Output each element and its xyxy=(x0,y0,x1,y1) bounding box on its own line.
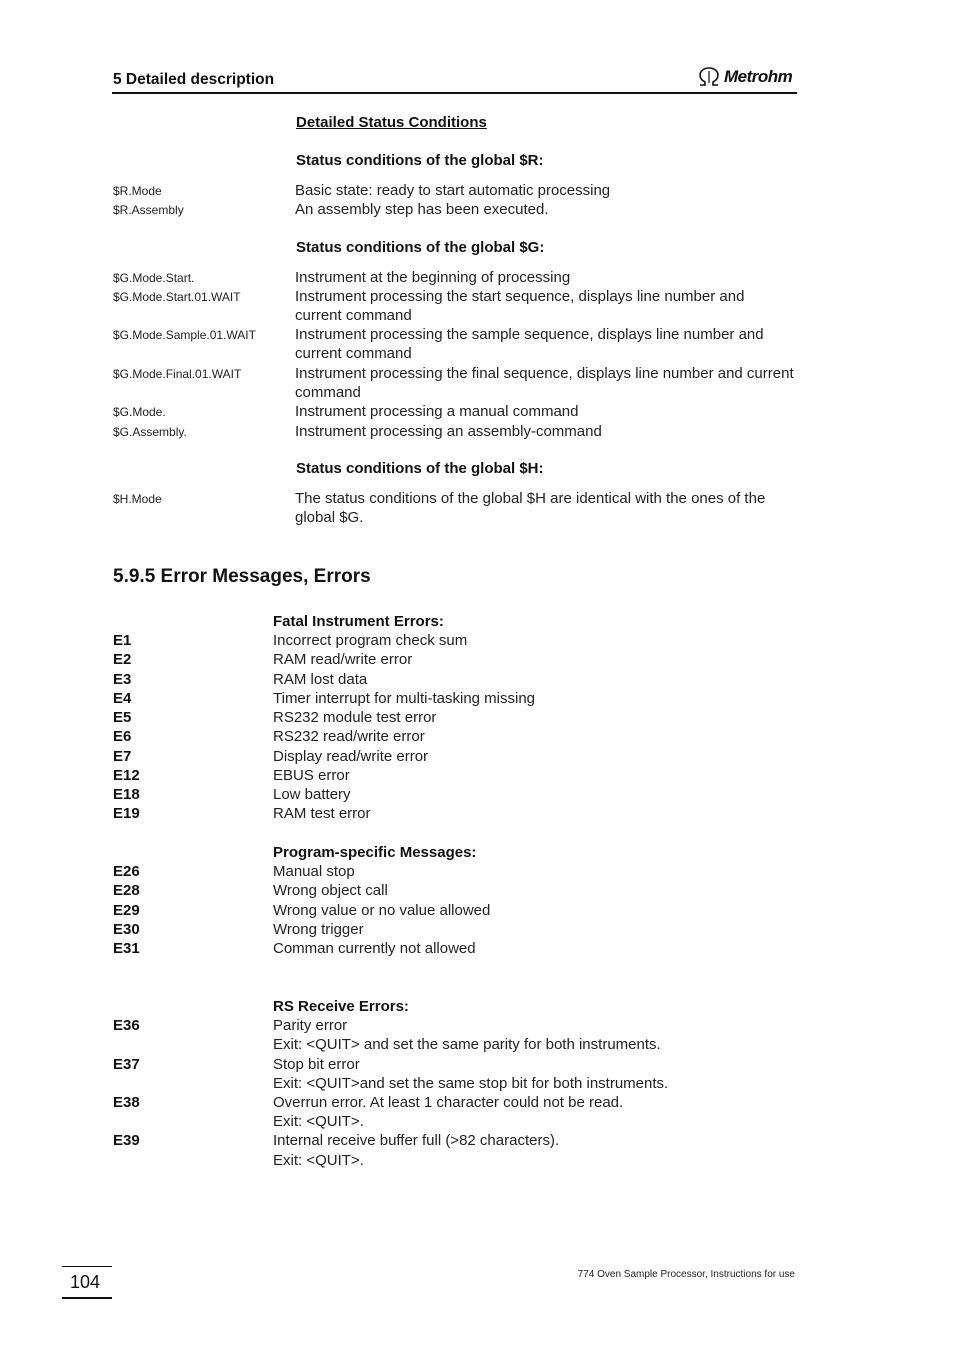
page-number: 104 xyxy=(70,1272,101,1292)
status-key: $R.Mode xyxy=(113,184,162,198)
status-desc: Instrument processing an assembly-command xyxy=(295,423,602,440)
status-key: $R.Assembly xyxy=(113,203,184,217)
error-text: Incorrect program check sum xyxy=(273,632,468,649)
error-code: E3 xyxy=(113,671,132,688)
error-exit-text: Exit: <QUIT>and set the same stop bit for both instruments. xyxy=(273,1075,669,1092)
error-text: Stop bit error xyxy=(273,1056,360,1073)
status-desc: Instrument processing the final sequence, displays line number and current command xyxy=(295,365,794,402)
error-text: RAM read/write error xyxy=(273,651,413,668)
error-text: Overrun error. At least 1 character could not be read. xyxy=(273,1094,624,1111)
error-code: E37 xyxy=(113,1056,140,1073)
error-code: E7 xyxy=(113,748,132,765)
error-code: E31 xyxy=(113,940,140,957)
error-code: E4 xyxy=(113,690,132,707)
error-text: Wrong object call xyxy=(273,882,388,899)
error-text: Parity error xyxy=(273,1017,348,1034)
page-number-box xyxy=(62,1266,112,1299)
error-code: E5 xyxy=(113,709,132,726)
metrohm-logo xyxy=(697,66,792,88)
error-text: Internal receive buffer full (>82 characters). xyxy=(273,1132,560,1149)
header-rule xyxy=(112,92,797,94)
status-key: $G.Mode. xyxy=(113,405,166,419)
status-group-heading: Status conditions of the global $R: xyxy=(296,152,544,169)
status-key: $G.Assembly. xyxy=(113,425,187,439)
error-text: RAM lost data xyxy=(273,671,368,688)
logo-wordmark: Metrohm xyxy=(724,67,793,86)
error-text: Wrong trigger xyxy=(273,921,364,938)
error-text: Comman currently not allowed xyxy=(273,940,476,957)
error-code: E38 xyxy=(113,1094,140,1111)
error-code: E39 xyxy=(113,1132,140,1149)
status-desc: Instrument processing a manual command xyxy=(295,403,579,420)
status-key: $G.Mode.Start. xyxy=(113,271,195,285)
error-code: E29 xyxy=(113,902,140,919)
status-desc: An assembly step has been executed. xyxy=(295,201,549,218)
status-key: $G.Mode.Final.01.WAIT xyxy=(113,367,242,381)
error-text: EBUS error xyxy=(273,767,350,784)
error-code: E6 xyxy=(113,728,132,745)
error-code: E12 xyxy=(113,767,140,784)
status-desc: The status conditions of the global $H are identical with the ones of the global $G. xyxy=(295,490,766,527)
status-desc: Instrument processing the sample sequence, displays line number and current command xyxy=(295,326,764,363)
error-exit-text: Exit: <QUIT>. xyxy=(273,1113,364,1130)
status-key: $G.Mode.Start.01.WAIT xyxy=(113,290,241,304)
error-group-heading: Program-specific Messages: xyxy=(273,844,477,861)
error-text: Manual stop xyxy=(273,863,355,880)
error-group-heading: Fatal Instrument Errors: xyxy=(273,613,444,630)
error-text: RS232 module test error xyxy=(273,709,437,726)
error-code: E26 xyxy=(113,863,140,880)
error-code: E18 xyxy=(113,786,140,803)
error-code: E36 xyxy=(113,1017,140,1034)
status-conditions-title: Detailed Status Conditions xyxy=(296,114,487,131)
status-group-heading: Status conditions of the global $H: xyxy=(296,460,544,477)
error-code: E28 xyxy=(113,882,140,899)
error-code: E19 xyxy=(113,805,140,822)
running-header: 5 Detailed description xyxy=(113,71,275,88)
status-group-heading: Status conditions of the global $G: xyxy=(296,239,545,256)
status-key: $G.Mode.Sample.01.WAIT xyxy=(113,328,256,342)
footer-doc-title: 774 Oven Sample Processor, Instructions for use xyxy=(577,1269,795,1280)
metrohm-omega-icon xyxy=(697,67,721,87)
error-text: Timer interrupt for multi-tasking missing xyxy=(273,690,536,707)
error-text: RS232 read/write error xyxy=(273,728,425,745)
status-desc: Instrument at the beginning of processing xyxy=(295,269,571,286)
section-title: 5.9.5 Error Messages, Errors xyxy=(113,566,371,587)
error-text: Display read/write error xyxy=(273,748,429,765)
error-code: E1 xyxy=(113,632,132,649)
error-group-heading: RS Receive Errors: xyxy=(273,998,409,1015)
error-text: RAM test error xyxy=(273,805,371,822)
error-text: Wrong value or no value allowed xyxy=(273,902,491,919)
error-exit-text: Exit: <QUIT>. xyxy=(273,1152,364,1169)
error-exit-text: Exit: <QUIT> and set the same parity for both instruments. xyxy=(273,1036,661,1053)
error-code: E30 xyxy=(113,921,140,938)
status-desc: Basic state: ready to start automatic processing xyxy=(295,182,611,199)
error-text: Low battery xyxy=(273,786,351,803)
status-key: $H.Mode xyxy=(113,492,162,506)
error-code: E2 xyxy=(113,651,132,668)
status-desc: Instrument processing the start sequence, displays line number and current command xyxy=(295,288,745,325)
